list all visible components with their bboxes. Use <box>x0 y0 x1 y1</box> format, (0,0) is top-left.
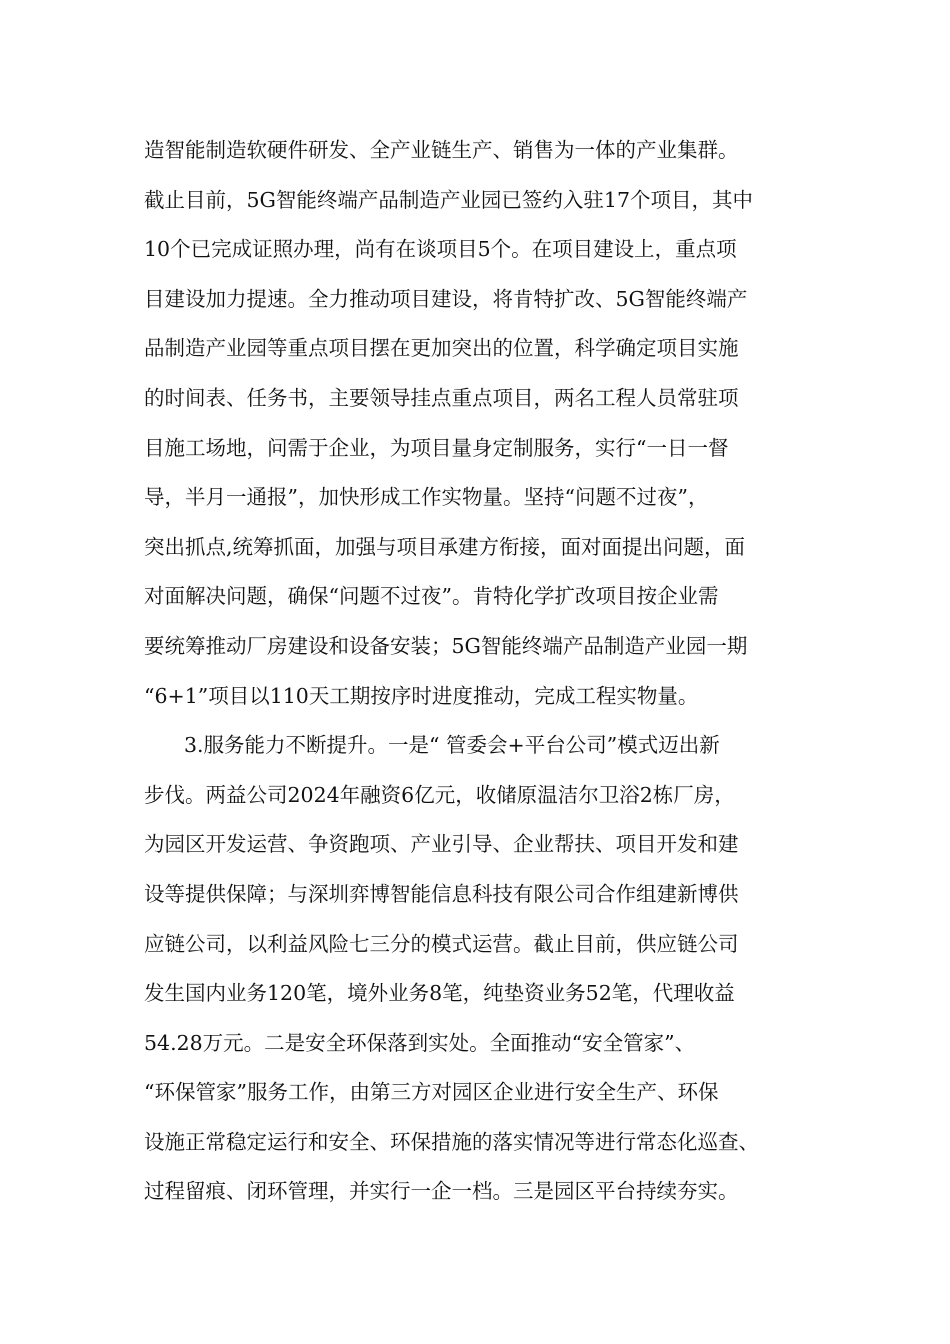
text-line: 截止目前，5G智能终端产品制造产业园已签约入驻17个项目，其中 <box>144 187 754 212</box>
text-line: 目施工场地，问需于企业，为项目量身定制服务，实行“一日一督 <box>144 435 729 460</box>
text-line: 步伐。两益公司2024年融资6亿元，收储原温洁尔卫浴2栋厂房， <box>144 782 735 807</box>
text-line: 过程留痕、闭环管理，并实行一企一档。三是园区平台持续夯实。 <box>144 1179 739 1204</box>
text-line: 对面解决问题，确保“问题不过夜”。肯特化学扩改项目按企业需 <box>144 584 719 609</box>
text-line: 发生国内业务120笔，境外业务8笔，纯垫资业务52笔，代理收益 <box>144 981 735 1006</box>
text-line: 的时间表、任务书，主要领导挂点重点项目，两名工程人员常驻项 <box>144 385 739 410</box>
text-line: 应链公司，以利益风险七三分的模式运营。截止目前，供应链公司 <box>144 931 739 956</box>
text-line: 突出抓点,统筹抓面，加强与项目承建方衔接，面对面提出问题，面 <box>144 534 746 559</box>
text-line: “6+1”项目以110天工期按序时进度推动，完成工程实物量。 <box>144 683 699 708</box>
text-line: 为园区开发运营、争资跑项、产业引导、企业帮扶、项目开发和建 <box>144 832 739 857</box>
text-line: 品制造产业园等重点项目摆在更加突出的位置，科学确定项目实施 <box>144 336 739 361</box>
body-text <box>144 126 834 1217</box>
text-line: 造智能制造软硬件研发、全产业链生产、销售为一体的产业集群。 <box>144 138 739 162</box>
text-line: “环保管家”服务工作，由第三方对园区企业进行安全生产、环保 <box>144 1080 719 1105</box>
text-line: 目建设加力提速。全力推动项目建设，将肯特扩改、5G智能终端产 <box>144 286 748 311</box>
text-line: 设施正常稳定运行和安全、环保措施的落实情况等进行常态化巡查、 <box>144 1129 759 1154</box>
paragraph-start-line: 3.服务能力不断提升。一是“ 管委会+平台公司”模式迈出新 <box>184 733 720 758</box>
text-line: 设等提供保障；与深圳弈博智能信息科技有限公司合作组建新博供 <box>144 881 739 906</box>
text-line: 导，半月一通报”，加快形成工作实物量。坚持“问题不过夜”， <box>144 485 709 510</box>
text-line: 54.28万元。二是安全环保落到实处。全面推动“安全管家”、 <box>144 1030 696 1055</box>
text-line: 10个已完成证照办理，尚有在谈项目5个。在项目建设上，重点项 <box>144 237 737 262</box>
text-line: 要统筹推动厂房建设和设备安装；5G智能终端产品制造产业园一期 <box>144 633 748 658</box>
